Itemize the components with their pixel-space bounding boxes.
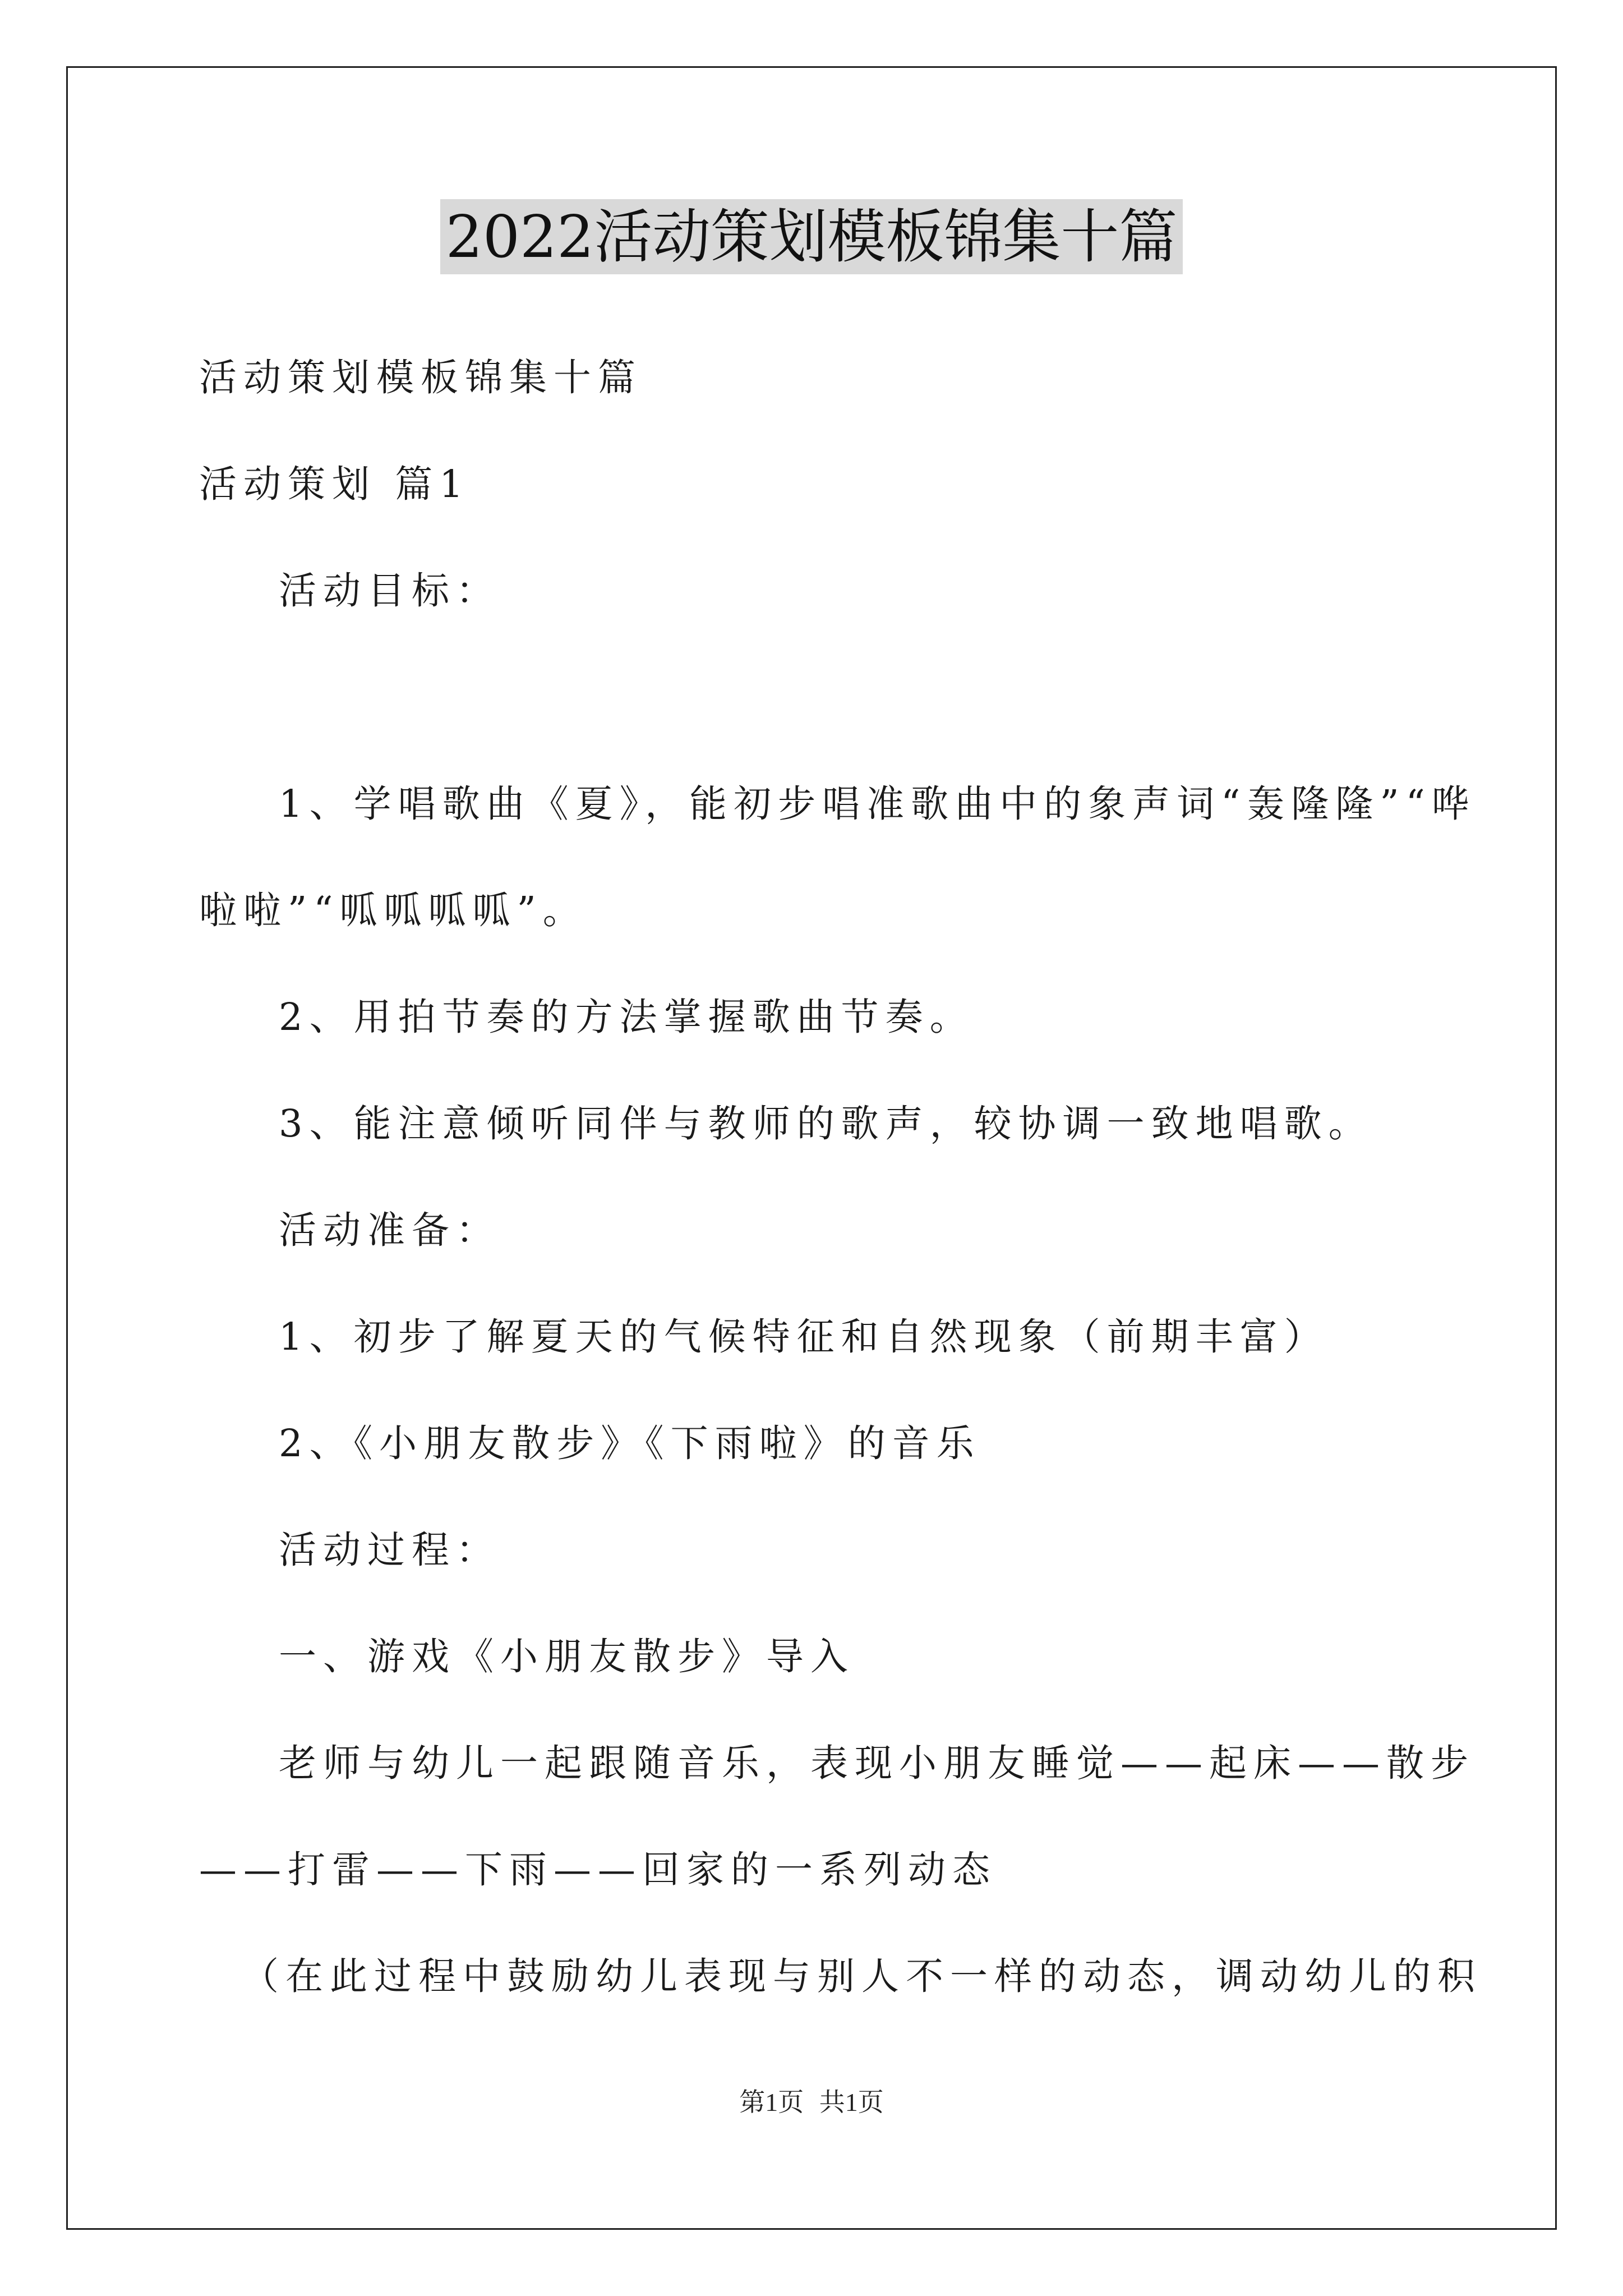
- page-footer: [0, 2086, 1623, 2119]
- page-number: 第1页: [739, 2088, 804, 2116]
- paragraph-line: 啦啦”“呱呱呱呱”。: [199, 889, 587, 932]
- total-pages: 共1页: [819, 2088, 884, 2116]
- paragraph-line: 2、用拍节奏的方法掌握歌曲节奏。: [279, 995, 974, 1039]
- paragraph-line: 活动目标：: [279, 569, 500, 613]
- paragraph-line: 老师与幼儿一起跟随音乐，表现小朋友睡觉——起床——散步: [279, 1741, 1475, 1785]
- paragraph-line: 3、能注意倾听同伴与教师的歌声，较协调一致地唱歌。: [279, 1102, 1373, 1145]
- paragraph-line: ——打雷——下雨——回家的一系列动态: [199, 1848, 997, 1892]
- paragraph-line: （在此过程中鼓励幼儿表现与别人不一样的动态，调动幼儿的积: [241, 1954, 1482, 1998]
- document-title-text: 2022活动策划模板锦集十篇: [440, 199, 1183, 274]
- document-title: [0, 197, 1623, 276]
- paragraph-line: 一、游戏《小朋友散步》导入: [279, 1635, 855, 1678]
- paragraph-line: 1、学唱歌曲《夏》，能初步唱准歌曲中的象声词“轰隆隆”“哗: [279, 782, 1476, 826]
- document-subtitle: 活动策划模板锦集十篇: [199, 356, 642, 399]
- section-heading: 活动策划 篇1: [199, 462, 470, 506]
- paragraph-line: 1、初步了解夏天的气候特征和自然现象（前期丰富）: [279, 1315, 1329, 1359]
- paragraph-line: 活动过程：: [279, 1528, 500, 1572]
- paragraph-line: 2、《小朋友散步》《下雨啦》的音乐: [279, 1421, 981, 1465]
- paragraph-line: 活动准备：: [279, 1208, 500, 1252]
